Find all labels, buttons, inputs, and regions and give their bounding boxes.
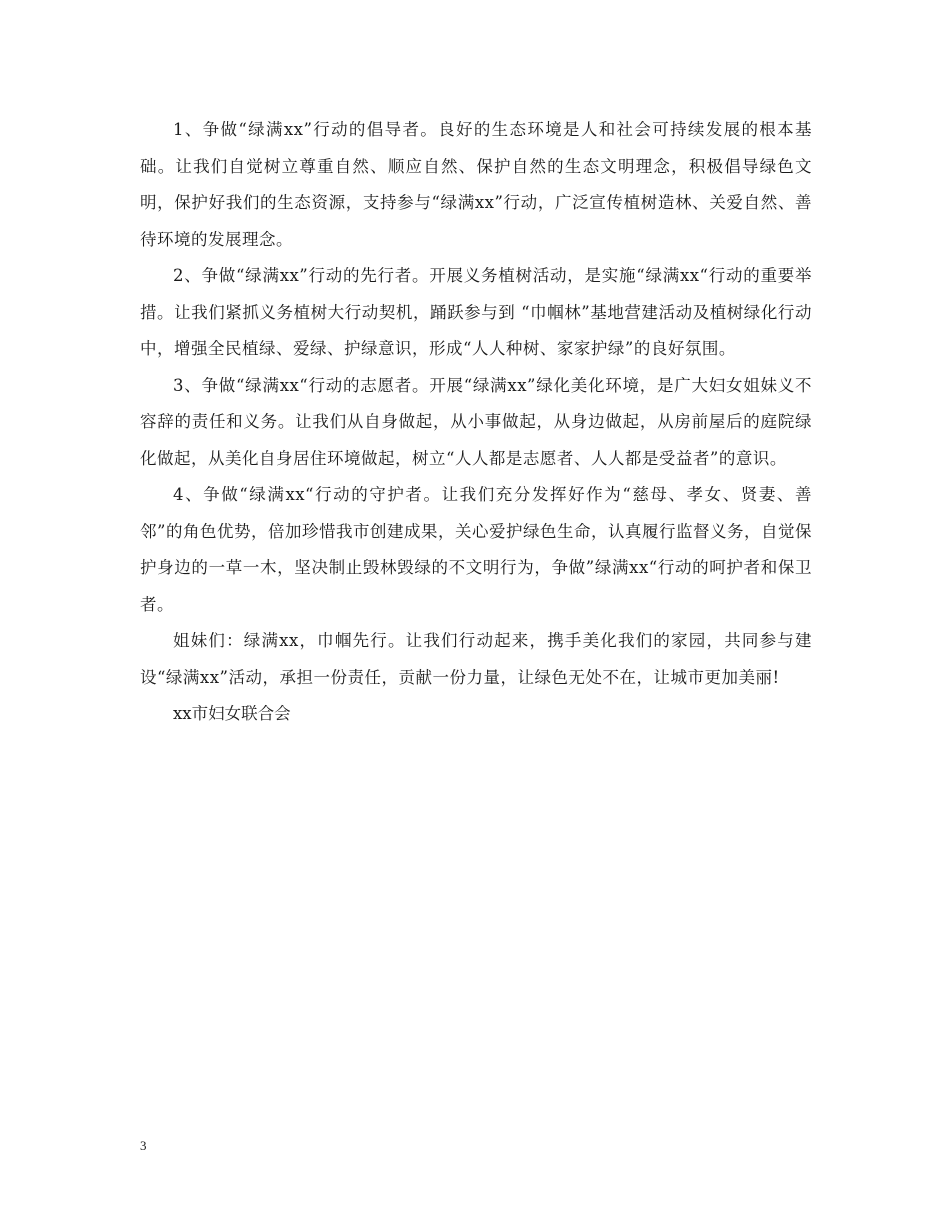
page-number: 3 — [140, 1138, 147, 1153]
paragraph-2: 2、争做“绿满xx”行动的先行者。开展义务植树活动，是实施“绿满xx“行动的重要举措。让我们紧抓义务植树大行动契机，踊跃参与到 “巾帼林”基地营建活动及植树绿化行动中，增强全民植绿、爱绿、护绿意识，形成“人人种树、家家护绿”的良好氛围。 — [140, 266, 812, 358]
paragraph-3: 3、争做“绿满xx“行动的志愿者。开展“绿满xx”绿化美化环境，是广大妇女姐妹义不容辞的责任和义务。让我们从自身做起，从小事做起，从身边做起，从房前屋后的庭院绿化做起，从美化自身居住环境做起，树立“人人都是志愿者、人人都是受益者”的意识。 — [140, 375, 812, 468]
paragraph-1: 1、争做“绿满xx”行动的倡导者。良好的生态环境是人和社会可持续发展的根本基础。让我们自觉树立尊重自然、顺应自然、保护自然的生态文明理念，积极倡导绿色文明，保护好我们的生态资源，支持参与“绿满xx”行动，广泛宣传植树造林、关爱自然、善待环境的发展理念。 — [140, 120, 812, 249]
closing-paragraph: 姐妹们：绿满xx，巾帼先行。让我们行动起来，携手美化我们的家园，共同参与建设“绿满xx”活动，承担一份责任，贡献一份力量，让绿色无处不在，让城市更加美丽! — [140, 631, 812, 687]
paragraph-4: 4、争做“绿满xx“行动的守护者。让我们充分发挥好作为“慈母、孝女、贤妻、善邻”的角色优势，倍加珍惜我市创建成果，关心爱护绿色生命，认真履行监督义务，自觉保护身边的一草一木，坚决制止毁林毁绿的不文明行为，争做”绿满xx“行动的呵护者和保卫者。 — [140, 485, 812, 614]
signature: xx市妇女联合会 — [173, 704, 291, 723]
document-body — [140, 112, 812, 733]
